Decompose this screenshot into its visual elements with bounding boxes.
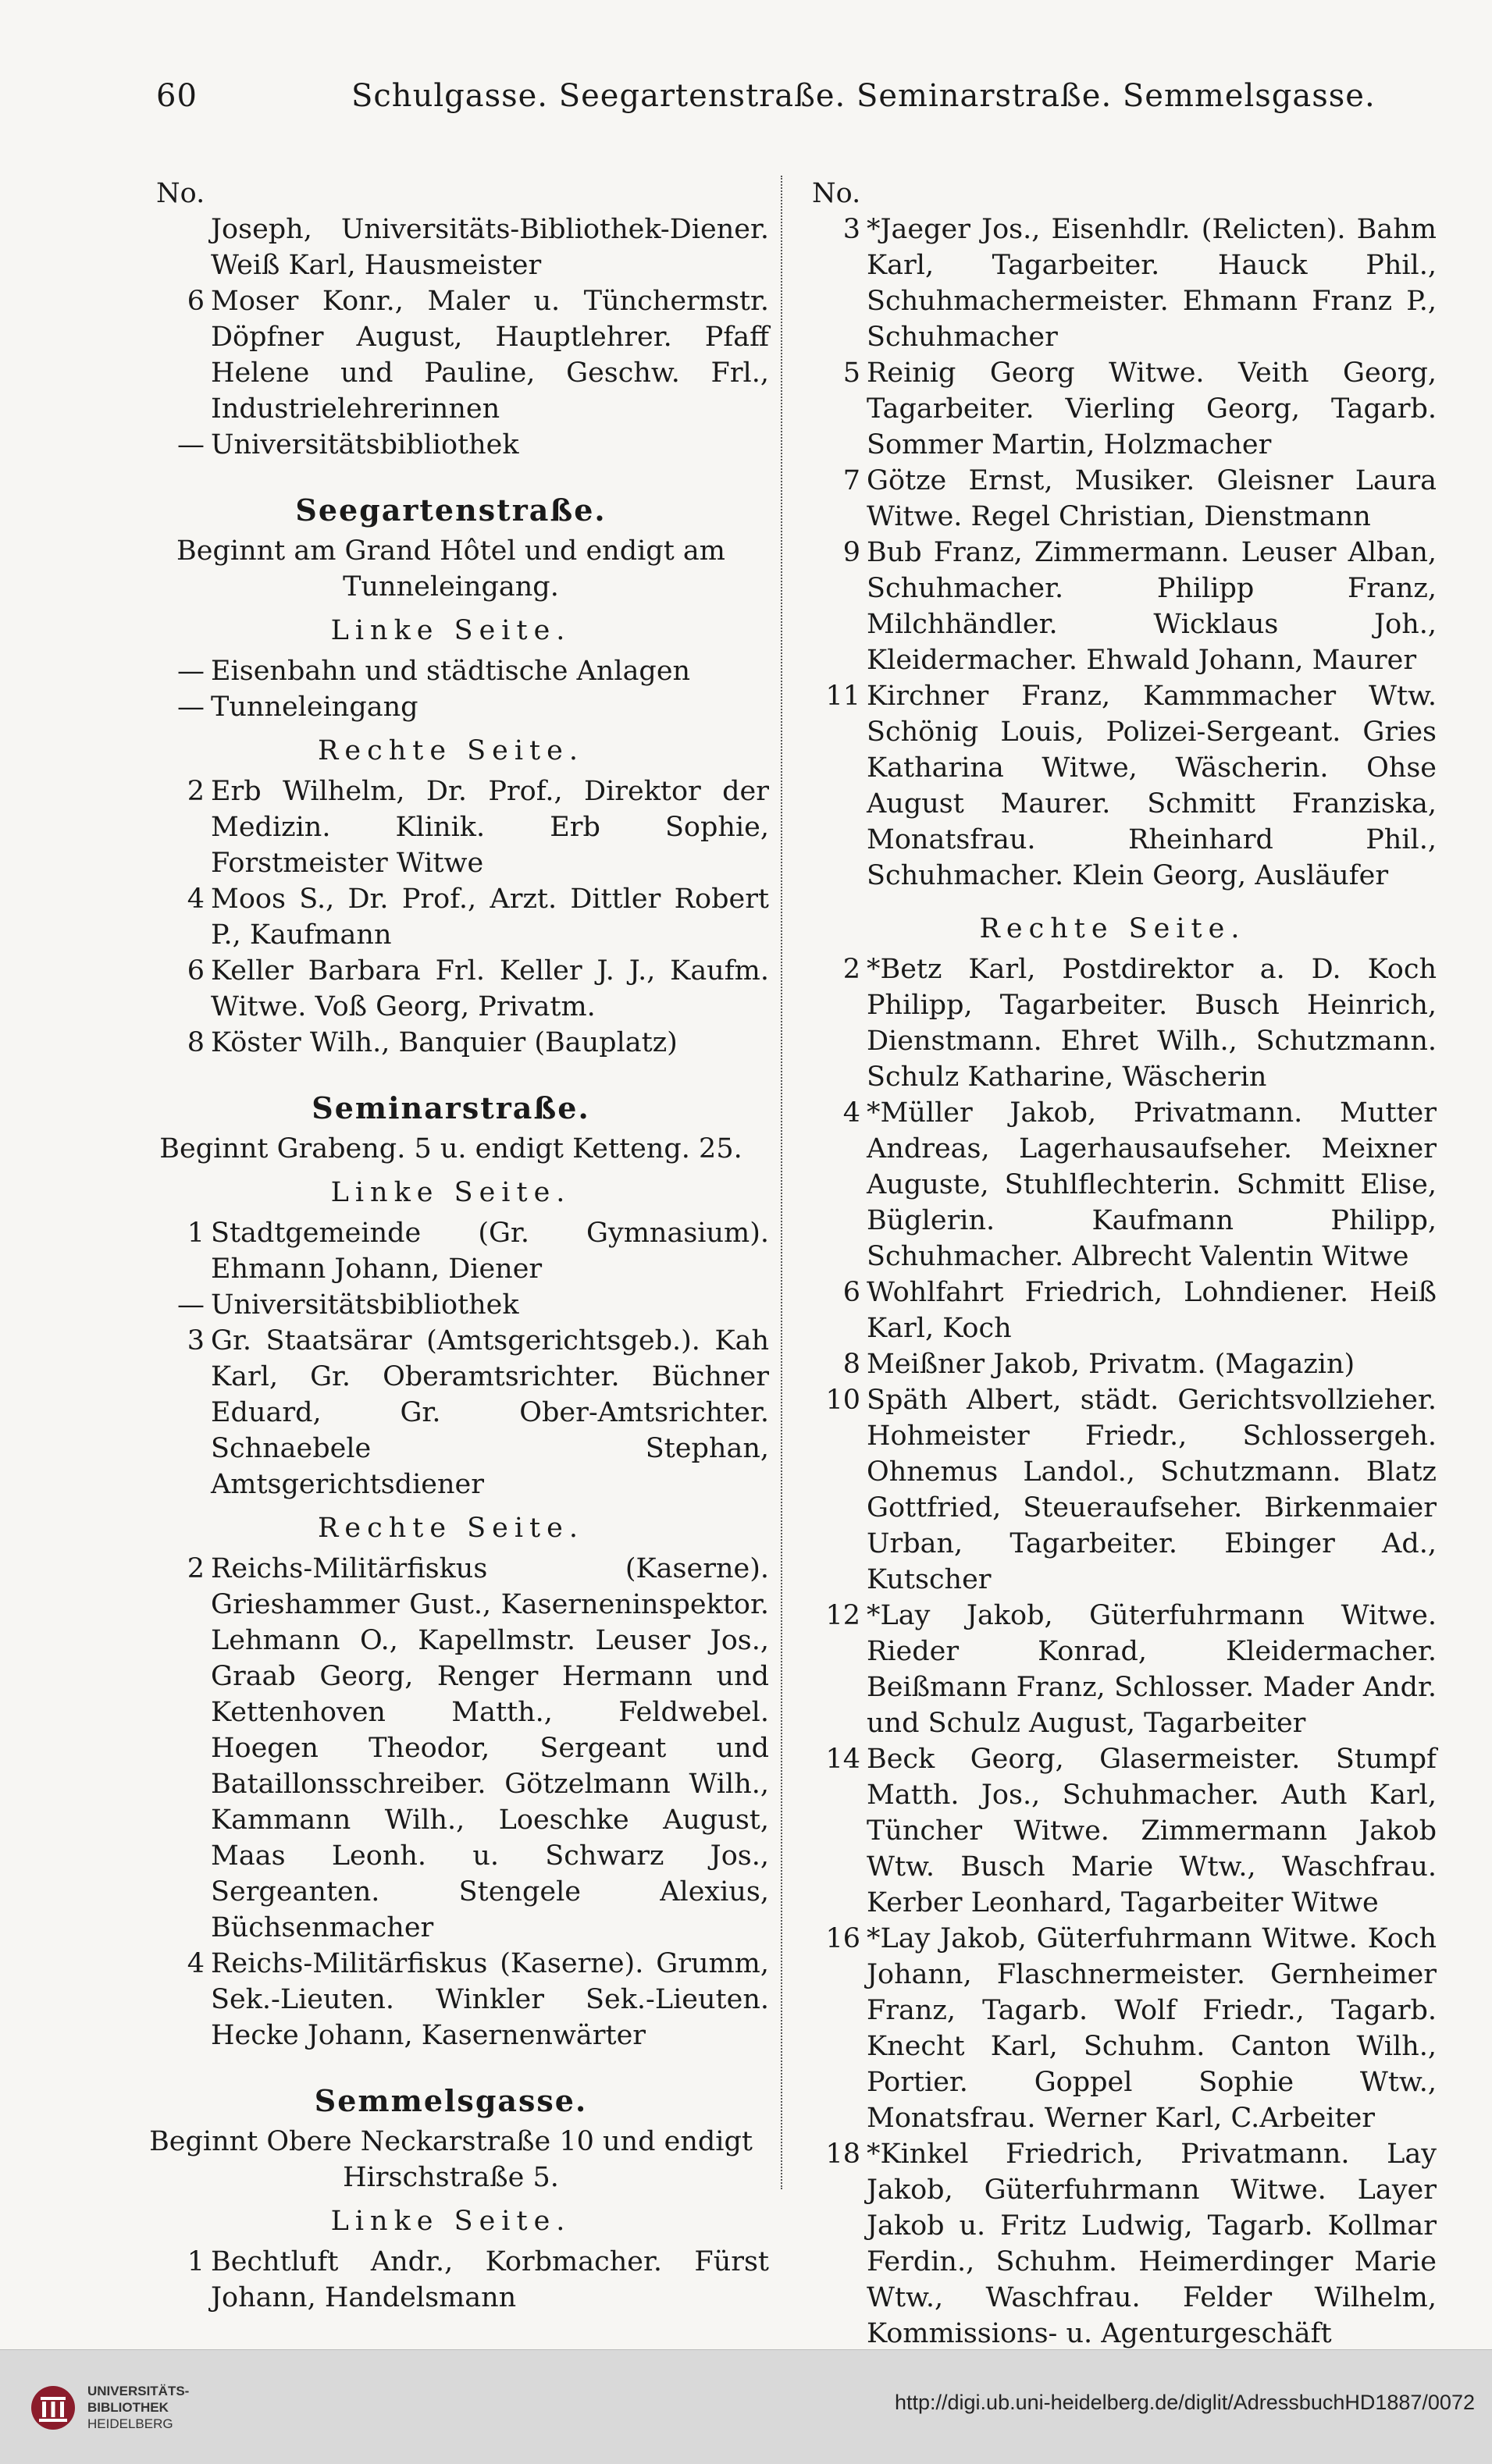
- section-title-seegartenstrasse: Seegartenstraße.: [295, 492, 607, 528]
- resident-list: Erb Wilhelm, Dr. Prof., Direktor der Medizin. Klinik. Erb Sophie, Forstmeister Witwe: [211, 776, 769, 879]
- house-number: 6: [187, 286, 205, 317]
- resident-list: Reichs-Militärfiskus (Kaserne). Grieshammer Gust., Kaserneninspektor. Lehmann O., Kapellmstr. Leuser Jos., Graab Georg, Renger Hermann und Kettenhoven Matth., Feldwebel. Hoegen Theodor, Sergeant und Bataillonsschreiber. Götzelmann Wilh., Kammann Wilh., Loeschke August, Maas Leonh. u. Schwarz Jos., Sergeanten. Stengele Alexius, Büchsenmacher: [211, 1553, 769, 1943]
- page-header: [156, 78, 1376, 133]
- resident-list: *Kinkel Friedrich, Privatmann. Lay Jakob, Güterfuhrmann Witwe. Layer Jakob u. Fritz Ludwig, Tagarb. Kollmar Ferdin., Schuhm. Heimerdinger Marie Wtw., Waschfrau. Felder Wilhelm, Kommissions- u. Agenturgeschäft: [867, 2139, 1437, 2349]
- section-title-seminarstrasse: Seminarstraße.: [312, 1090, 590, 1125]
- house-number: 2: [187, 776, 205, 807]
- house-number: 12: [825, 1600, 860, 1631]
- resident-list: *Lay Jakob, Güterfuhrmann Witwe. Rieder Konrad, Kleidermacher. Beißmann Franz, Schlosser. Mader Andr. und Schulz August, Tagarbeiter: [867, 1600, 1437, 1739]
- address-entry: [133, 1323, 769, 1502]
- side-label-left: Linke Seite.: [330, 2206, 572, 2237]
- address-entry: [789, 1275, 1437, 1346]
- entry-list: [133, 2244, 769, 2316]
- house-number: 4: [187, 1948, 205, 1979]
- house-number: 1: [187, 1218, 205, 1249]
- address-entry: [789, 463, 1437, 535]
- entry-list: [133, 212, 769, 463]
- library-logo-icon: [30, 2384, 77, 2431]
- page-title: Schulgasse. Seegartenstraße. Seminarstraße. Semmelsgasse.: [351, 78, 1376, 114]
- resident-list: Joseph, Universitäts-Bibliothek-Diener. Weiß Karl, Hausmeister: [211, 214, 769, 281]
- side-label-right: Rechte Seite.: [979, 913, 1246, 944]
- address-entry: [789, 1346, 1437, 1382]
- library-logo-text: [87, 2383, 189, 2432]
- address-entry: [133, 283, 769, 427]
- side-label-right: Rechte Seite.: [318, 735, 584, 766]
- resident-list: Stadtgemeinde (Gr. Gymnasium). Ehmann Johann, Diener: [211, 1218, 769, 1285]
- house-number: 8: [187, 1027, 205, 1058]
- house-number: 16: [825, 1923, 860, 1954]
- address-entry: [133, 1025, 769, 1061]
- logo-line-3: HEIDELBERG: [87, 2416, 173, 2431]
- footer-bar: [0, 2349, 1492, 2464]
- address-entry: [133, 1946, 769, 2053]
- house-number: —: [177, 656, 205, 687]
- no-label: No.: [812, 178, 861, 209]
- address-entry: [789, 1095, 1437, 1275]
- resident-list: Beck Georg, Glasermeister. Stumpf Matth. Jos., Schuhmacher. Auth Karl, Tüncher Witwe. Zimmermann Jakob Wtw. Busch Marie Wtw., Waschfrau. Kerber Leonhard, Tagarbeiter Witwe: [867, 1744, 1437, 1918]
- resident-list: Reinig Georg Witwe. Veith Georg, Tagarbeiter. Vierling Georg, Tagarb. Sommer Martin, Holzmacher: [867, 357, 1437, 460]
- resident-list: *Müller Jakob, Privatmann. Mutter Andreas, Lagerhausaufseher. Meixner Auguste, Stuhlflechterin. Schmitt Elise, Büglerin. Kaufmann Philipp, Schuhmacher. Albrecht Valentin Witwe: [867, 1097, 1437, 1272]
- house-number: 3: [842, 214, 860, 245]
- address-entry: [789, 1921, 1437, 2136]
- resident-list: Köster Wilh., Banquier (Bauplatz): [211, 1027, 678, 1058]
- house-number: 14: [825, 1744, 860, 1775]
- logo-line-1: UNIVERSITÄTS-: [87, 2384, 190, 2398]
- address-entry: [789, 212, 1437, 355]
- side-label-right: Rechte Seite.: [318, 1513, 584, 1544]
- entry-list: [789, 212, 1437, 894]
- resident-list: Tunneleingang: [211, 692, 418, 723]
- address-entry: [133, 212, 769, 283]
- address-entry: [789, 1741, 1437, 1921]
- resident-list: Reichs-Militärfiskus (Kaserne). Grumm, Sek.-Lieuten. Winkler Sek.-Lieuten. Hecke Johann, Kasernenwärter: [211, 1948, 769, 2051]
- address-entry: [133, 1287, 769, 1323]
- address-entry: [133, 1215, 769, 1287]
- house-number: 6: [842, 1277, 860, 1308]
- resident-list: Universitätsbibliothek: [211, 429, 519, 460]
- address-entry: [133, 2244, 769, 2316]
- entry-list: [133, 1551, 769, 2053]
- house-number: 2: [187, 1553, 205, 1584]
- resident-list: Wohlfahrt Friedrich, Lohndiener. Heiß Karl, Koch: [867, 1277, 1437, 1344]
- house-number: 1: [187, 2246, 205, 2277]
- logo-line-2: BIBLIOTHEK: [87, 2400, 169, 2415]
- side-label-left: Linke Seite.: [330, 1177, 572, 1208]
- house-number: 11: [825, 681, 860, 712]
- entry-list: [789, 951, 1437, 2352]
- side-label-left: Linke Seite.: [330, 615, 572, 646]
- address-entry: [789, 1382, 1437, 1598]
- resident-list: Gr. Staatsärar (Amtsgerichtsgeb.). Kah Karl, Gr. Oberamtsrichter. Büchner Eduard, Gr. Ober-Amtsrichter. Schnaebele Stephan, Amtsgerichtsdiener: [211, 1325, 769, 1500]
- resident-list: *Lay Jakob, Güterfuhrmann Witwe. Koch Johann, Flaschnermeister. Gernheimer Franz, Tagarb. Wolf Friedr., Tagarb. Knecht Karl, Schuhm. Canton Wilh., Portier. Goppel Sophie Wtw., Monatsfrau. Werner Karl, C.Arbeiter: [867, 1923, 1437, 2134]
- house-number: 6: [187, 955, 205, 987]
- address-entry: [133, 653, 769, 689]
- column-divider: [781, 176, 782, 2189]
- page-number: 60: [156, 78, 198, 114]
- address-entry: [789, 355, 1437, 463]
- house-number: 4: [842, 1097, 860, 1129]
- address-entry: [133, 953, 769, 1025]
- entry-list: [133, 1215, 769, 1502]
- entry-list: [133, 773, 769, 1061]
- resident-list: Kirchner Franz, Kammmacher Wtw. Schönig Louis, Polizei-Sergeant. Gries Katharina Witwe, Wäscherin. Ohse August Maurer. Schmitt Franziska, Monatsfrau. Rheinhard Phil., Schuhmacher. Klein Georg, Ausläufer: [867, 681, 1437, 891]
- address-entry: [133, 1551, 769, 1946]
- resident-list: *Jaeger Jos., Eisenhdlr. (Relicten). Bahm Karl, Tagarbeiter. Hauck Phil., Schuhmachermeister. Ehmann Franz P., Schuhmacher: [867, 214, 1437, 353]
- address-entry: [789, 535, 1437, 678]
- house-number: 9: [842, 537, 860, 568]
- house-number: 18: [825, 2139, 860, 2170]
- resident-list: Späth Albert, städt. Gerichtsvollzieher. Hohmeister Friedr., Schlossergeh. Ohnemus Landol., Schutzmann. Blatz Gottfried, Steueraufseher. Birkenmaier Urban, Tagarbeiter. Ebinger Ad., Kutscher: [867, 1385, 1437, 1595]
- address-entry: [133, 773, 769, 881]
- resident-list: *Betz Karl, Postdirektor a. D. Koch Philipp, Tagarbeiter. Busch Heinrich, Dienstmann. Ehret Wilh., Schutzmann. Schulz Katharine, Wäscherin: [867, 954, 1437, 1093]
- resident-list: Keller Barbara Frl. Keller J. J., Kaufm. Witwe. Voß Georg, Privatm.: [211, 955, 769, 1022]
- address-entry: [789, 678, 1437, 894]
- section-description: Beginnt am Grand Hôtel und endigt am Tunneleingang.: [176, 535, 725, 603]
- address-entry: [133, 881, 769, 953]
- resident-list: Eisenbahn und städtische Anlagen: [211, 656, 691, 687]
- house-number: 7: [842, 465, 860, 496]
- house-number: 3: [187, 1325, 205, 1356]
- resident-list: Bechtluft Andr., Korbmacher. Fürst Johann, Handelsmann: [211, 2246, 769, 2313]
- house-number: 8: [842, 1349, 860, 1380]
- address-entry: [789, 1598, 1437, 1741]
- entry-list: [133, 653, 769, 725]
- address-entry: [789, 2136, 1437, 2352]
- resident-list: Meißner Jakob, Privatm. (Magazin): [867, 1349, 1355, 1380]
- house-number: —: [177, 429, 205, 460]
- house-number: —: [177, 692, 205, 723]
- address-entry: [133, 689, 769, 725]
- house-number: 5: [842, 357, 860, 389]
- section-description: Beginnt Grabeng. 5 u. endigt Ketteng. 25.: [159, 1133, 742, 1164]
- house-number: 2: [842, 954, 860, 985]
- resident-list: Universitätsbibliothek: [211, 1289, 519, 1321]
- house-number: 10: [825, 1385, 860, 1416]
- no-label: No.: [156, 178, 205, 209]
- section-description: Beginnt Obere Neckarstraße 10 und endigt Hirschstraße 5.: [149, 2126, 753, 2193]
- resident-list: Moos S., Dr. Prof., Arzt. Dittler Robert P., Kaufmann: [211, 884, 769, 951]
- section-title-semmelsgasse: Semmelsgasse.: [314, 2083, 588, 2118]
- resident-list: Götze Ernst, Musiker. Gleisner Laura Witwe. Regel Christian, Dienstmann: [867, 465, 1437, 532]
- source-url-link[interactable]: http://digi.ub.uni-heidelberg.de/diglit/AdressbuchHD1887/0072: [894, 2391, 1475, 2414]
- resident-list: Bub Franz, Zimmermann. Leuser Alban, Schuhmacher. Philipp Franz, Milchhändler. Wicklaus Joh., Kleidermacher. Ehwald Johann, Maurer: [867, 537, 1437, 676]
- house-number: —: [177, 1289, 205, 1321]
- address-entry: [789, 951, 1437, 1095]
- address-entry: [133, 427, 769, 463]
- house-number: 4: [187, 884, 205, 915]
- right-column: [789, 176, 1437, 2352]
- left-column: [133, 176, 769, 2316]
- resident-list: Moser Konr., Maler u. Tünchermstr. Döpfner August, Hauptlehrer. Pfaff Helene und Pauline, Geschw. Frl., Industrielehrerinnen: [211, 286, 769, 425]
